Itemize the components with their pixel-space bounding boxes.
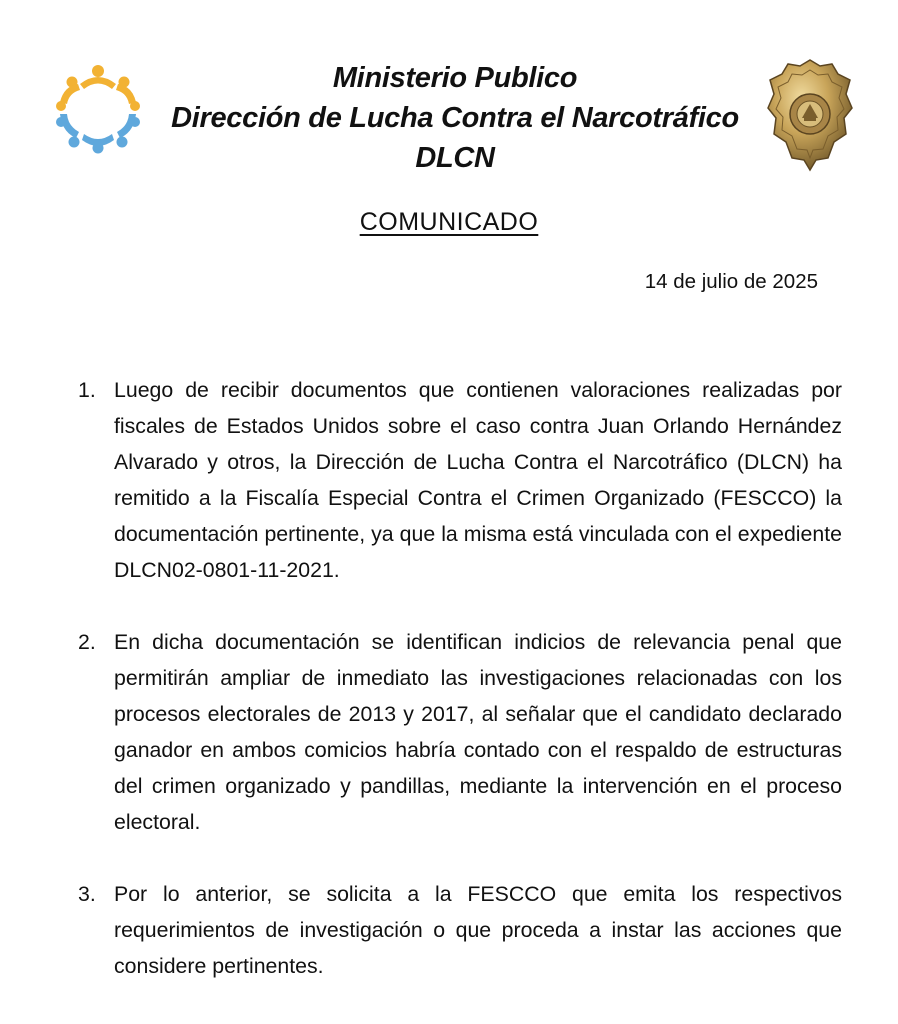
header-titles	[150, 58, 760, 178]
document-date: 14 de julio de 2025	[644, 270, 818, 293]
ministerio-publico-logo	[52, 62, 144, 154]
list-item-text: Luego de recibir documentos que contienen valoraciones realizadas por fiscales de Estados Unidos sobre el caso contra Juan Orlando Hernández Alvarado y otros, la Dirección de Lucha Contra el Narcotráfico (DLCN) ha remitido a la Fiscalía Especial Contra el Crimen Organizado (FESCCO) la documentación pertinente, ya que la misma está vinculada con el expediente DLCN02-0801-11-2021.	[114, 378, 842, 582]
people-ring-icon	[52, 62, 144, 154]
dlcn-badge	[766, 56, 854, 174]
document-title	[0, 205, 898, 239]
list-item	[78, 372, 842, 588]
list-item-number: 1.	[78, 378, 96, 402]
list-item	[78, 624, 842, 840]
list-item-number: 3.	[78, 882, 96, 906]
police-badge-icon	[766, 56, 854, 174]
list-item-text: Por lo anterior, se solicita a la FESCCO que emita los respectivos requerimientos de investigación o que proceda a instar las acciones que considere pertinentes.	[114, 882, 842, 978]
header-line-ministerio: Ministerio Publico	[332, 62, 578, 94]
list-item	[78, 876, 842, 984]
list-item-number: 2.	[78, 630, 96, 654]
document-title-text: COMUNICADO	[359, 208, 539, 236]
header-line-direccion: Dirección de Lucha Contra el Narcotráfico	[171, 102, 739, 134]
header-line-dlcn: DLCN	[415, 142, 495, 174]
list-item-text: En dicha documentación se identifican indicios de relevancia penal que permitirán ampliar de inmediato las investigaciones relacionadas con los procesos electorales de 2013 y 2017, al señalar que el candidato declarado ganador en ambos comicios habría contado con el respaldo de estructuras del crimen organizado y pandillas, mediante la intervención en el proceso electoral.	[114, 630, 842, 834]
numbered-list	[78, 372, 842, 1020]
